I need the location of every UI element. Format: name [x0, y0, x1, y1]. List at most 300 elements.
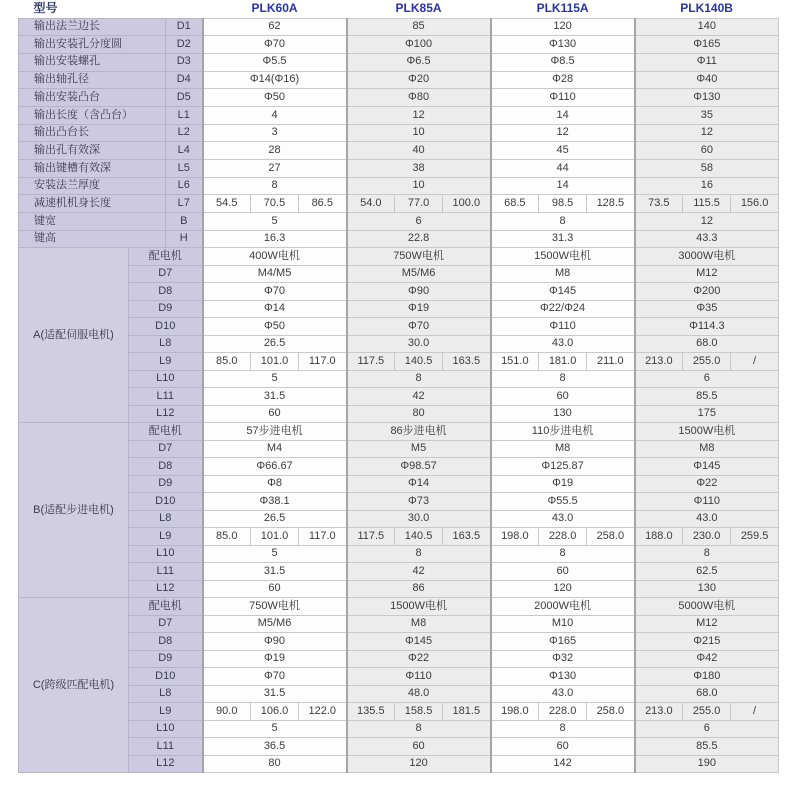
- table-row: [19, 300, 779, 318]
- dim-code: D3: [166, 53, 203, 71]
- dim-code: L10: [129, 370, 203, 388]
- value-cell: 255.0: [683, 353, 731, 371]
- value-cell: 31.5: [203, 563, 347, 581]
- value-cell: 6: [635, 370, 779, 388]
- value-cell: 117.5: [347, 353, 395, 371]
- value-cell: Φ19: [203, 650, 347, 668]
- value-cell: /: [731, 703, 779, 721]
- value-cell: 31.5: [203, 685, 347, 703]
- value-cell: Φ42: [635, 650, 779, 668]
- value-cell: 750W电机: [347, 248, 491, 266]
- dim-code: L5: [166, 160, 203, 178]
- value-cell: 16.3: [203, 230, 347, 248]
- value-cell: M8: [491, 265, 635, 283]
- row-label: 输出法兰边长: [19, 18, 166, 36]
- value-cell: 5: [203, 720, 347, 738]
- value-cell: 30.0: [347, 510, 491, 528]
- model-column-header: 型号: [19, 0, 203, 18]
- value-cell: 190: [635, 755, 779, 773]
- value-cell: Φ145: [347, 633, 491, 651]
- table-row: [19, 528, 779, 546]
- table-row: [19, 738, 779, 756]
- value-cell: Φ11: [635, 53, 779, 71]
- value-cell: 26.5: [203, 510, 347, 528]
- table-row: [19, 423, 779, 441]
- value-cell: 120: [491, 18, 635, 36]
- dim-code: L8: [129, 335, 203, 353]
- value-cell: Φ35: [635, 300, 779, 318]
- value-cell: 85.5: [635, 388, 779, 406]
- value-cell: M10: [491, 615, 635, 633]
- row-label: 输出孔有效深: [19, 142, 166, 160]
- table-row: [19, 142, 779, 160]
- value-cell: 60: [491, 563, 635, 581]
- value-cell: 8: [491, 370, 635, 388]
- value-cell: 117.5: [347, 528, 395, 546]
- table-row: [19, 335, 779, 353]
- value-cell: 54.5: [203, 195, 251, 213]
- value-cell: 198.0: [491, 528, 539, 546]
- value-cell: 156.0: [731, 195, 779, 213]
- row-label: 减速机机身长度: [19, 195, 166, 213]
- value-cell: 4: [203, 106, 347, 124]
- value-cell: 60: [491, 738, 635, 756]
- value-cell: 110步进电机: [491, 423, 635, 441]
- dim-code: D10: [129, 318, 203, 336]
- value-cell: 28: [203, 142, 347, 160]
- value-cell: 10: [347, 124, 491, 142]
- value-cell: 42: [347, 388, 491, 406]
- value-cell: Φ38.1: [203, 493, 347, 511]
- value-cell: 151.0: [491, 353, 539, 371]
- value-cell: Φ19: [491, 475, 635, 493]
- row-label: 键宽: [19, 213, 166, 231]
- value-cell: Φ20: [347, 71, 491, 89]
- value-cell: 60: [347, 738, 491, 756]
- value-cell: Φ145: [491, 283, 635, 301]
- dim-code: L10: [129, 720, 203, 738]
- value-cell: 70.5: [251, 195, 299, 213]
- value-cell: Φ70: [203, 36, 347, 54]
- value-cell: Φ14: [203, 300, 347, 318]
- table-row: [19, 668, 779, 686]
- value-cell: 140: [635, 18, 779, 36]
- table-row: [19, 53, 779, 71]
- value-cell: 181.5: [443, 703, 491, 721]
- spec-table-container: [18, 0, 779, 773]
- dim-code: L8: [129, 510, 203, 528]
- value-cell: 5: [203, 545, 347, 563]
- value-cell: M5/M6: [203, 615, 347, 633]
- value-cell: 45: [491, 142, 635, 160]
- dim-code: L9: [129, 528, 203, 546]
- value-cell: 5: [203, 370, 347, 388]
- value-cell: 60: [203, 405, 347, 423]
- value-cell: Φ6.5: [347, 53, 491, 71]
- table-row: [19, 106, 779, 124]
- table-row: [19, 598, 779, 616]
- table-row: [19, 89, 779, 107]
- table-row: [19, 370, 779, 388]
- value-cell: Φ200: [635, 283, 779, 301]
- spec-table: [18, 0, 779, 773]
- value-cell: 140.5: [395, 528, 443, 546]
- value-cell: 8: [491, 545, 635, 563]
- dim-code: L11: [129, 738, 203, 756]
- table-row: [19, 388, 779, 406]
- table-row: [19, 283, 779, 301]
- value-cell: 5000W电机: [635, 598, 779, 616]
- value-cell: 101.0: [251, 528, 299, 546]
- value-cell: 120: [347, 755, 491, 773]
- value-cell: 10: [347, 177, 491, 195]
- value-cell: 73.5: [635, 195, 683, 213]
- value-cell: Φ130: [491, 668, 635, 686]
- value-cell: 60: [491, 388, 635, 406]
- dim-code: L12: [129, 580, 203, 598]
- value-cell: M8: [347, 615, 491, 633]
- dim-code: D7: [129, 615, 203, 633]
- value-cell: Φ50: [203, 89, 347, 107]
- value-cell: 98.5: [539, 195, 587, 213]
- value-cell: M12: [635, 615, 779, 633]
- table-row: [19, 650, 779, 668]
- table-row: [19, 720, 779, 738]
- value-cell: 213.0: [635, 703, 683, 721]
- value-cell: Φ90: [347, 283, 491, 301]
- value-cell: 100.0: [443, 195, 491, 213]
- dim-code: L4: [166, 142, 203, 160]
- value-cell: 122.0: [299, 703, 347, 721]
- value-cell: Φ165: [491, 633, 635, 651]
- dim-code: D7: [129, 440, 203, 458]
- dim-code: D9: [129, 650, 203, 668]
- value-cell: Φ70: [203, 668, 347, 686]
- table-row: [19, 703, 779, 721]
- value-cell: 8: [347, 720, 491, 738]
- value-cell: 77.0: [395, 195, 443, 213]
- value-cell: 101.0: [251, 353, 299, 371]
- value-cell: Φ8.5: [491, 53, 635, 71]
- row-label: 输出轴孔径: [19, 71, 166, 89]
- dim-code: 配电机: [129, 598, 203, 616]
- value-cell: Φ70: [347, 318, 491, 336]
- value-cell: 62: [203, 18, 347, 36]
- dim-code: L8: [129, 685, 203, 703]
- value-cell: Φ73: [347, 493, 491, 511]
- value-cell: Φ180: [635, 668, 779, 686]
- value-cell: M4/M5: [203, 265, 347, 283]
- value-cell: 14: [491, 177, 635, 195]
- value-cell: Φ100: [347, 36, 491, 54]
- dim-code: D1: [166, 18, 203, 36]
- value-cell: M8: [635, 440, 779, 458]
- section-label: B(适配步进电机): [19, 423, 129, 598]
- value-cell: Φ14: [347, 475, 491, 493]
- dim-code: L11: [129, 388, 203, 406]
- value-cell: 60: [635, 142, 779, 160]
- value-cell: 130: [635, 580, 779, 598]
- value-cell: 255.0: [683, 703, 731, 721]
- value-cell: 259.5: [731, 528, 779, 546]
- value-cell: 128.5: [587, 195, 635, 213]
- value-cell: 44: [491, 160, 635, 178]
- value-cell: Φ130: [635, 89, 779, 107]
- value-cell: Φ110: [491, 89, 635, 107]
- table-row: [19, 563, 779, 581]
- value-cell: 228.0: [539, 703, 587, 721]
- value-cell: 5: [203, 213, 347, 231]
- model-header-plk115a: PLK115A: [491, 0, 635, 18]
- model-header-plk140b: PLK140B: [635, 0, 779, 18]
- row-label: 输出安装孔分度圆: [19, 36, 166, 54]
- value-cell: 117.0: [299, 353, 347, 371]
- value-cell: Φ50: [203, 318, 347, 336]
- value-cell: 211.0: [587, 353, 635, 371]
- table-row: [19, 265, 779, 283]
- value-cell: 158.5: [395, 703, 443, 721]
- value-cell: 188.0: [635, 528, 683, 546]
- table-row: [19, 248, 779, 266]
- value-cell: 6: [347, 213, 491, 231]
- header-row: [19, 0, 779, 18]
- table-row: [19, 685, 779, 703]
- value-cell: Φ40: [635, 71, 779, 89]
- table-row: [19, 353, 779, 371]
- table-row: [19, 755, 779, 773]
- table-row: [19, 405, 779, 423]
- value-cell: 175: [635, 405, 779, 423]
- value-cell: 22.8: [347, 230, 491, 248]
- value-cell: 43.3: [635, 230, 779, 248]
- table-row: [19, 580, 779, 598]
- value-cell: 86步进电机: [347, 423, 491, 441]
- value-cell: Φ66.67: [203, 458, 347, 476]
- value-cell: 8: [203, 177, 347, 195]
- value-cell: 135.5: [347, 703, 395, 721]
- table-row: [19, 36, 779, 54]
- value-cell: 85.0: [203, 528, 251, 546]
- table-row: [19, 71, 779, 89]
- section-label: C(跨级匹配电机): [19, 598, 129, 773]
- dim-code: D7: [129, 265, 203, 283]
- value-cell: Φ28: [491, 71, 635, 89]
- table-row: [19, 510, 779, 528]
- value-cell: 31.5: [203, 388, 347, 406]
- value-cell: Φ22: [635, 475, 779, 493]
- value-cell: 140.5: [395, 353, 443, 371]
- value-cell: 120: [491, 580, 635, 598]
- table-row: [19, 458, 779, 476]
- table-row: [19, 18, 779, 36]
- value-cell: 68.0: [635, 685, 779, 703]
- value-cell: Φ90: [203, 633, 347, 651]
- value-cell: 60: [203, 580, 347, 598]
- value-cell: 58: [635, 160, 779, 178]
- value-cell: 2000W电机: [491, 598, 635, 616]
- dim-code: L12: [129, 755, 203, 773]
- value-cell: 213.0: [635, 353, 683, 371]
- value-cell: 43.0: [635, 510, 779, 528]
- dim-code: H: [166, 230, 203, 248]
- value-cell: 90.0: [203, 703, 251, 721]
- row-label: 输出安装凸台: [19, 89, 166, 107]
- value-cell: Φ125.87: [491, 458, 635, 476]
- dim-code: D9: [129, 475, 203, 493]
- value-cell: 400W电机: [203, 248, 347, 266]
- value-cell: 85.5: [635, 738, 779, 756]
- value-cell: 8: [491, 213, 635, 231]
- row-label: 输出长度（含凸台）: [19, 106, 166, 124]
- value-cell: 750W电机: [203, 598, 347, 616]
- table-row: [19, 213, 779, 231]
- value-cell: 31.3: [491, 230, 635, 248]
- value-cell: 1500W电机: [491, 248, 635, 266]
- value-cell: 163.5: [443, 353, 491, 371]
- value-cell: Φ5.5: [203, 53, 347, 71]
- value-cell: 228.0: [539, 528, 587, 546]
- value-cell: Φ22/Φ24: [491, 300, 635, 318]
- value-cell: Φ14(Φ16): [203, 71, 347, 89]
- value-cell: M4: [203, 440, 347, 458]
- value-cell: 117.0: [299, 528, 347, 546]
- value-cell: 8: [347, 545, 491, 563]
- model-header-plk60a: PLK60A: [203, 0, 347, 18]
- value-cell: 258.0: [587, 703, 635, 721]
- value-cell: 198.0: [491, 703, 539, 721]
- value-cell: 27: [203, 160, 347, 178]
- table-row: [19, 633, 779, 651]
- dim-code: B: [166, 213, 203, 231]
- dim-code: L1: [166, 106, 203, 124]
- value-cell: Φ110: [491, 318, 635, 336]
- dim-code: D8: [129, 283, 203, 301]
- value-cell: 43.0: [491, 685, 635, 703]
- row-label: 输出键槽有效深: [19, 160, 166, 178]
- value-cell: 181.0: [539, 353, 587, 371]
- value-cell: Φ70: [203, 283, 347, 301]
- dim-code: 配电机: [129, 248, 203, 266]
- value-cell: 85: [347, 18, 491, 36]
- value-cell: 12: [635, 124, 779, 142]
- value-cell: Φ32: [491, 650, 635, 668]
- model-header-plk85a: PLK85A: [347, 0, 491, 18]
- value-cell: Φ130: [491, 36, 635, 54]
- value-cell: Φ98.57: [347, 458, 491, 476]
- value-cell: 86: [347, 580, 491, 598]
- value-cell: 12: [491, 124, 635, 142]
- dim-code: 配电机: [129, 423, 203, 441]
- value-cell: Φ110: [347, 668, 491, 686]
- dim-code: D2: [166, 36, 203, 54]
- value-cell: /: [731, 353, 779, 371]
- value-cell: M5: [347, 440, 491, 458]
- value-cell: M5/M6: [347, 265, 491, 283]
- dim-code: L7: [166, 195, 203, 213]
- value-cell: 43.0: [491, 510, 635, 528]
- value-cell: 115.5: [683, 195, 731, 213]
- value-cell: 1500W电机: [635, 423, 779, 441]
- dim-code: L12: [129, 405, 203, 423]
- dim-code: L9: [129, 703, 203, 721]
- table-row: [19, 177, 779, 195]
- dim-code: D9: [129, 300, 203, 318]
- section-label: A(适配伺服电机): [19, 248, 129, 423]
- table-row: [19, 195, 779, 213]
- value-cell: Φ22: [347, 650, 491, 668]
- row-label: 输出安装螺孔: [19, 53, 166, 71]
- dim-code: L2: [166, 124, 203, 142]
- value-cell: 35: [635, 106, 779, 124]
- value-cell: 86.5: [299, 195, 347, 213]
- value-cell: 12: [347, 106, 491, 124]
- dim-code: L9: [129, 353, 203, 371]
- value-cell: Φ165: [635, 36, 779, 54]
- dim-code: L10: [129, 545, 203, 563]
- value-cell: 40: [347, 142, 491, 160]
- value-cell: Φ114.3: [635, 318, 779, 336]
- value-cell: 1500W电机: [347, 598, 491, 616]
- value-cell: Φ80: [347, 89, 491, 107]
- table-row: [19, 440, 779, 458]
- value-cell: Φ19: [347, 300, 491, 318]
- value-cell: 258.0: [587, 528, 635, 546]
- table-row: [19, 124, 779, 142]
- dim-code: D10: [129, 668, 203, 686]
- value-cell: 62.5: [635, 563, 779, 581]
- value-cell: 26.5: [203, 335, 347, 353]
- row-label: 输出凸台长: [19, 124, 166, 142]
- value-cell: Φ145: [635, 458, 779, 476]
- table-row: [19, 475, 779, 493]
- value-cell: 6: [635, 720, 779, 738]
- dim-code: D5: [166, 89, 203, 107]
- value-cell: 230.0: [683, 528, 731, 546]
- value-cell: 8: [635, 545, 779, 563]
- value-cell: 163.5: [443, 528, 491, 546]
- table-row: [19, 230, 779, 248]
- value-cell: 8: [491, 720, 635, 738]
- value-cell: 8: [347, 370, 491, 388]
- value-cell: M12: [635, 265, 779, 283]
- value-cell: 48.0: [347, 685, 491, 703]
- value-cell: 54.0: [347, 195, 395, 213]
- table-row: [19, 545, 779, 563]
- row-label: 键高: [19, 230, 166, 248]
- table-row: [19, 318, 779, 336]
- value-cell: 142: [491, 755, 635, 773]
- table-row: [19, 160, 779, 178]
- value-cell: 130: [491, 405, 635, 423]
- value-cell: 16: [635, 177, 779, 195]
- value-cell: 68.0: [635, 335, 779, 353]
- value-cell: 36.5: [203, 738, 347, 756]
- value-cell: 3000W电机: [635, 248, 779, 266]
- dim-code: D10: [129, 493, 203, 511]
- value-cell: 106.0: [251, 703, 299, 721]
- value-cell: 3: [203, 124, 347, 142]
- value-cell: 80: [203, 755, 347, 773]
- dim-code: L11: [129, 563, 203, 581]
- value-cell: Φ215: [635, 633, 779, 651]
- value-cell: 43.0: [491, 335, 635, 353]
- value-cell: 80: [347, 405, 491, 423]
- table-row: [19, 615, 779, 633]
- dim-code: D4: [166, 71, 203, 89]
- row-label: 安装法兰厚度: [19, 177, 166, 195]
- value-cell: Φ8: [203, 475, 347, 493]
- value-cell: 68.5: [491, 195, 539, 213]
